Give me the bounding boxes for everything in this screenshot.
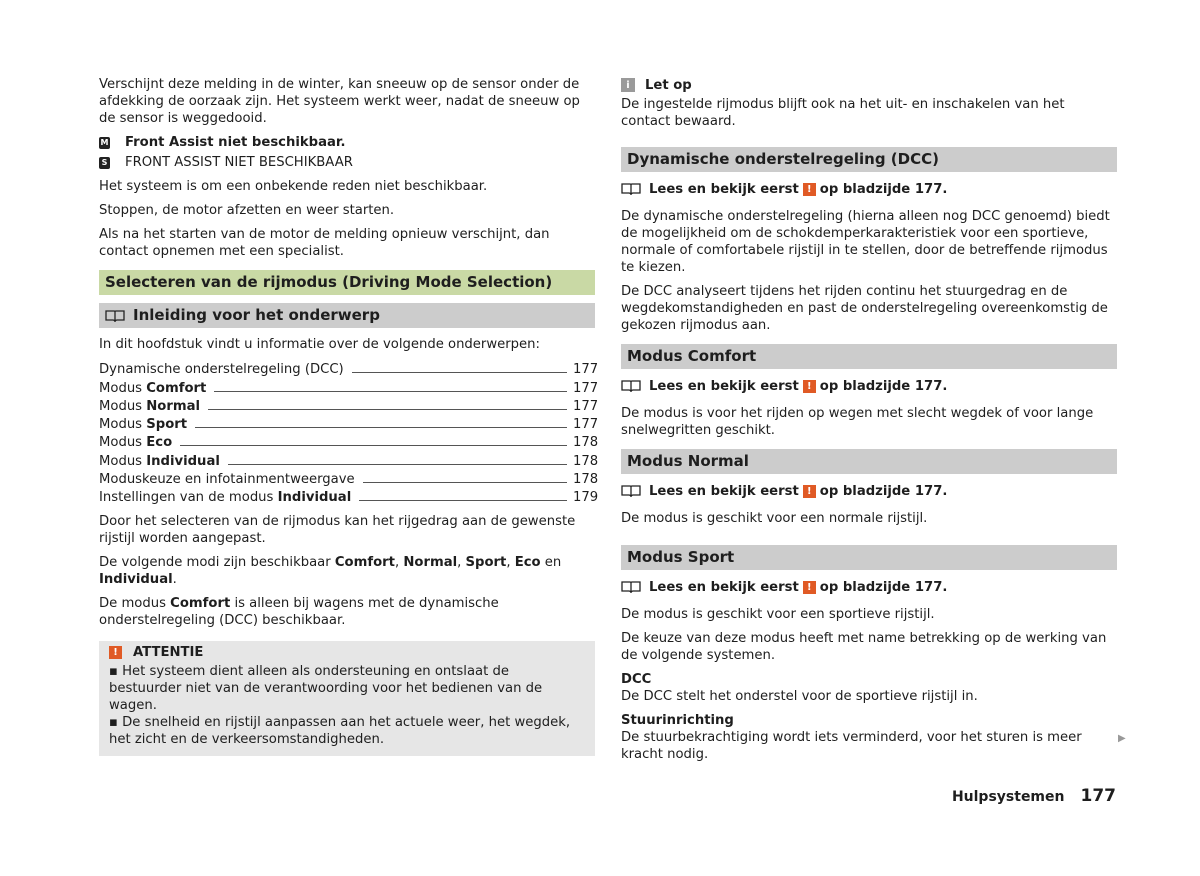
toc-entry-label: Modus Eco bbox=[99, 435, 173, 451]
safety-reference: Lees en bekijk eerst ! op bladzijde 177. bbox=[621, 180, 1117, 198]
sport-heading: Modus Sport bbox=[621, 545, 1117, 570]
warning-box bbox=[99, 641, 595, 756]
toc-entry-label: Instellingen van de modus Individual bbox=[99, 490, 352, 506]
paragraph-comfort-dcc: De modus Comfort is alleen bij wagens met de dynamische onderstelregeling (DCC) beschikbaar. bbox=[99, 596, 499, 629]
page-number: 177 bbox=[1080, 786, 1116, 806]
warning-icon: ! bbox=[803, 380, 816, 393]
display-m-icon: M bbox=[100, 138, 109, 147]
toc-leader bbox=[195, 427, 567, 428]
display-message-1-text: Front Assist niet beschikbaar. bbox=[125, 135, 346, 150]
safety-reference: Lees en bekijk eerst ! op bladzijde 177. bbox=[621, 377, 1117, 395]
toc-entry bbox=[99, 451, 599, 469]
dcc-sport-text: De DCC stelt het onderstel voor de sportieve rijstijl in. bbox=[621, 689, 978, 704]
comfort-heading: Modus Comfort bbox=[621, 344, 1117, 369]
dcc-heading: Dynamische onderstelregeling (DCC) bbox=[621, 147, 1117, 172]
toc-entry bbox=[99, 378, 599, 396]
table-of-contents bbox=[99, 360, 599, 506]
warning-icon: ! bbox=[803, 485, 816, 498]
normal-heading: Modus Normal bbox=[621, 449, 1117, 474]
note-text: De ingestelde rijmodus blijft ook na het uit- en inschakelen van het contact bewaard. bbox=[621, 97, 1065, 129]
safety-reference: Lees en bekijk eerst ! op bladzijde 177. bbox=[621, 482, 1117, 500]
steering-text: De stuurbekrachtiging wordt iets verminderd, voor het sturen is meer kracht nodig. bbox=[621, 730, 1082, 762]
book-icon bbox=[621, 183, 641, 195]
book-icon bbox=[105, 310, 125, 322]
continue-arrow-icon: ▶ bbox=[1118, 733, 1126, 744]
sport-paragraph-1: De modus is geschikt voor een sportieve rijstijl. bbox=[621, 607, 935, 622]
warning-item: ▪ Het systeem dient alleen als ondersteuning en ontslaat de bestuurder niet van de verantwoording voor het bedienen van de wagen. bbox=[109, 664, 543, 714]
subsection-heading bbox=[99, 303, 595, 328]
toc-page-number: 177 bbox=[573, 398, 599, 414]
toc-leader bbox=[228, 464, 567, 465]
toc-leader bbox=[214, 391, 567, 392]
left-column bbox=[99, 76, 599, 756]
toc-page-number: 177 bbox=[573, 417, 599, 433]
sport-paragraph-2: De keuze van deze modus heeft met name betrekking op de werking van de volgende systemen. bbox=[621, 631, 1107, 663]
dcc-subheading: DCC bbox=[621, 672, 652, 687]
toc-entry-label: Modus Sport bbox=[99, 417, 188, 433]
normal-paragraph: De modus is geschikt voor een normale rijstijl. bbox=[621, 511, 928, 526]
display-s-icon: S bbox=[99, 157, 110, 169]
toc-entry bbox=[99, 415, 599, 433]
dcc-paragraph-1: De dynamische onderstelregeling (hierna alleen nog DCC genoemd) biedt de mogelijkheid om de schokdemperkarakteristiek voor een sportieve, normale of comfortabele rijstijl in te stellen, door de betreffende rijmodus te kiezen. bbox=[621, 209, 1110, 275]
toc-page-number: 179 bbox=[573, 490, 599, 506]
warning-item: ▪ De snelheid en rijstijl aanpassen aan het actuele weer, het wegdek, het zicht en de verkeersomstandigheden. bbox=[109, 715, 571, 748]
paragraph-available-modes: De volgende modi zijn beschikbaar Comfort, Normal, Sport, Eco en Individual. bbox=[99, 555, 562, 588]
toc-entry-label: Modus Individual bbox=[99, 453, 220, 469]
display-message-2 bbox=[99, 154, 595, 171]
dcc-paragraph-2: De DCC analyseert tijdens het rijden continu het stuurgedrag en de wegdekomstandigheden en past de onderstelregeling overeenkomstig de gekozen rijmodus aan. bbox=[621, 284, 1108, 333]
steering-subheading: Stuurinrichting bbox=[621, 713, 734, 728]
note-header bbox=[621, 76, 1117, 94]
warning-header bbox=[109, 641, 585, 663]
warning-icon: ! bbox=[803, 581, 816, 594]
toc-leader bbox=[359, 500, 567, 501]
toc-leader bbox=[363, 482, 567, 483]
paragraph-driving-mode: Door het selecteren van de rijmodus kan het rijgedrag aan de gewenste rijstijl worden aangepast. bbox=[99, 514, 576, 547]
paragraph-restart: Stoppen, de motor afzetten en weer starten. bbox=[99, 203, 395, 218]
safety-reference: Lees en bekijk eerst ! op bladzijde 177. bbox=[621, 578, 1117, 596]
toc-page-number: 178 bbox=[573, 453, 599, 469]
toc-page-number: 178 bbox=[573, 435, 599, 451]
right-column bbox=[621, 76, 1117, 770]
toc-entry-label: Dynamische onderstelregeling (DCC) bbox=[99, 362, 344, 378]
chapter-label: Hulpsystemen bbox=[951, 789, 1065, 805]
warning-icon: ! bbox=[803, 183, 816, 196]
subsection-title: Inleiding voor het onderwerp bbox=[133, 306, 380, 324]
page-footer bbox=[952, 786, 1116, 806]
toc-page-number: 177 bbox=[573, 380, 599, 396]
toc-entry bbox=[99, 470, 599, 488]
display-message-1 bbox=[99, 134, 595, 151]
book-icon bbox=[621, 380, 641, 392]
toc-leader bbox=[180, 445, 567, 446]
toc-entry-label: Moduskeuze en infotainmentweergave bbox=[99, 472, 355, 488]
toc-page-number: 178 bbox=[573, 472, 599, 488]
toc-intro: In dit hoofdstuk vindt u informatie over de volgende onderwerpen: bbox=[99, 337, 540, 352]
info-icon: i bbox=[621, 78, 635, 92]
toc-entry bbox=[99, 397, 599, 415]
toc-entry-label: Modus Normal bbox=[99, 398, 201, 414]
comfort-paragraph: De modus is voor het rijden op wegen met slecht wegdek of voor lange snelwegritten geschikt. bbox=[621, 406, 1094, 438]
section-title: Selecteren van de rijmodus (Driving Mode Selection) bbox=[99, 270, 595, 295]
intro-paragraph: Verschijnt deze melding in de winter, kan sneeuw op de sensor onder de afdekking de oorzaak zijn. Het systeem werkt weer, nadat de sneeuw op de sensor is weggedooid. bbox=[99, 77, 580, 126]
warning-icon: ! bbox=[109, 646, 122, 659]
book-icon bbox=[621, 581, 641, 593]
toc-entry bbox=[99, 433, 599, 451]
note-title: Let op bbox=[645, 77, 692, 93]
paragraph-unavailable: Het systeem is om een onbekende reden niet beschikbaar. bbox=[99, 179, 488, 194]
display-message-2-text: FRONT ASSIST NIET BESCHIKBAAR bbox=[125, 155, 353, 170]
toc-entry bbox=[99, 360, 599, 378]
book-icon bbox=[621, 485, 641, 497]
toc-page-number: 177 bbox=[573, 362, 599, 378]
toc-entry bbox=[99, 488, 599, 506]
paragraph-specialist: Als na het starten van de motor de melding opnieuw verschijnt, dan contact opnemen met een specialist. bbox=[99, 227, 550, 259]
warning-title: ATTENTIE bbox=[133, 644, 204, 660]
toc-leader bbox=[352, 372, 567, 373]
toc-leader bbox=[208, 409, 567, 410]
toc-entry-label: Modus Comfort bbox=[99, 380, 207, 396]
